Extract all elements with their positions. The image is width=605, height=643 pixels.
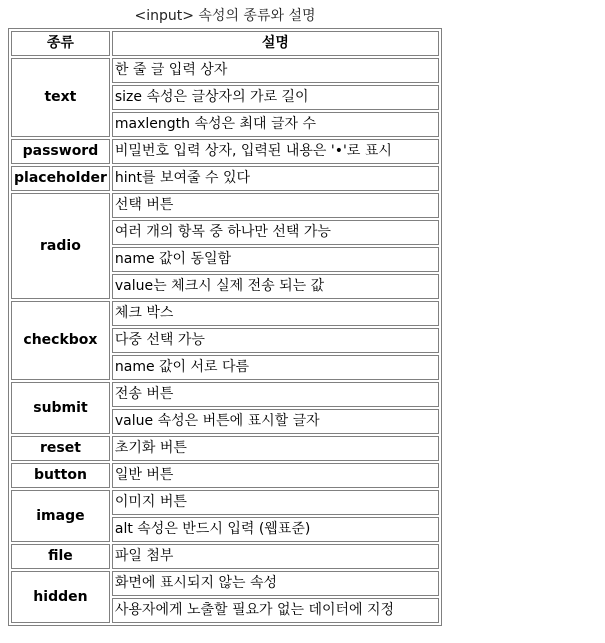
table-row [11,490,439,515]
table-row [11,382,439,407]
attribute-description: 사용자에게 노출할 필요가 없는 데이터에 지정 [112,598,439,623]
attribute-description: hint를 보여줄 수 있다 [112,166,439,191]
attribute-description: maxlength 속성은 최대 글자 수 [112,112,439,137]
table-row [11,166,439,191]
attribute-description: 한 줄 글 입력 상자 [112,58,439,83]
table-body [11,58,439,623]
attribute-type-file: file [11,544,110,569]
attribute-description: 다중 선택 가능 [112,328,439,353]
table-row [11,301,439,326]
attribute-type-radio: radio [11,193,110,299]
attribute-type-hidden: hidden [11,571,110,623]
attribute-description: 이미지 버튼 [112,490,439,515]
attribute-description: 초기화 버튼 [112,436,439,461]
attribute-type-checkbox: checkbox [11,301,110,380]
attribute-description: size 속성은 글상자의 가로 길이 [112,85,439,110]
attribute-type-placeholder: placeholder [11,166,110,191]
attribute-description: alt 속성은 반드시 입력 (웹표준) [112,517,439,542]
table-row [11,193,439,218]
input-attributes-table [8,28,442,626]
table-row [11,436,439,461]
table-header-row [11,31,439,56]
table-row [11,139,439,164]
attribute-description: 화면에 표시되지 않는 속성 [112,571,439,596]
table-row [11,544,439,569]
attribute-description: 체크 박스 [112,301,439,326]
attribute-type-reset: reset [11,436,110,461]
attribute-description: 파일 첨부 [112,544,439,569]
attribute-description: 비밀번호 입력 상자, 입력된 내용은 '•'로 표시 [112,139,439,164]
table-row [11,463,439,488]
attribute-description: 선택 버튼 [112,193,439,218]
attribute-type-text: text [11,58,110,137]
attribute-type-submit: submit [11,382,110,434]
attribute-type-password: password [11,139,110,164]
attribute-description: name 값이 서로 다름 [112,355,439,380]
attribute-description: value는 체크시 실제 전송 되는 값 [112,274,439,299]
attribute-type-image: image [11,490,110,542]
attribute-type-button: button [11,463,110,488]
attribute-description: 여러 개의 항목 중 하나만 선택 가능 [112,220,439,245]
table-row [11,58,439,83]
attribute-description: 전송 버튼 [112,382,439,407]
attribute-description: name 값이 동일함 [112,247,439,272]
attribute-description: value 속성은 버튼에 표시할 글자 [112,409,439,434]
header-type: 종류 [11,31,110,56]
table-caption: <input> 속성의 종류와 설명 [134,8,316,24]
header-description: 설명 [112,31,439,56]
attribute-description: 일반 버튼 [112,463,439,488]
table-row [11,571,439,596]
